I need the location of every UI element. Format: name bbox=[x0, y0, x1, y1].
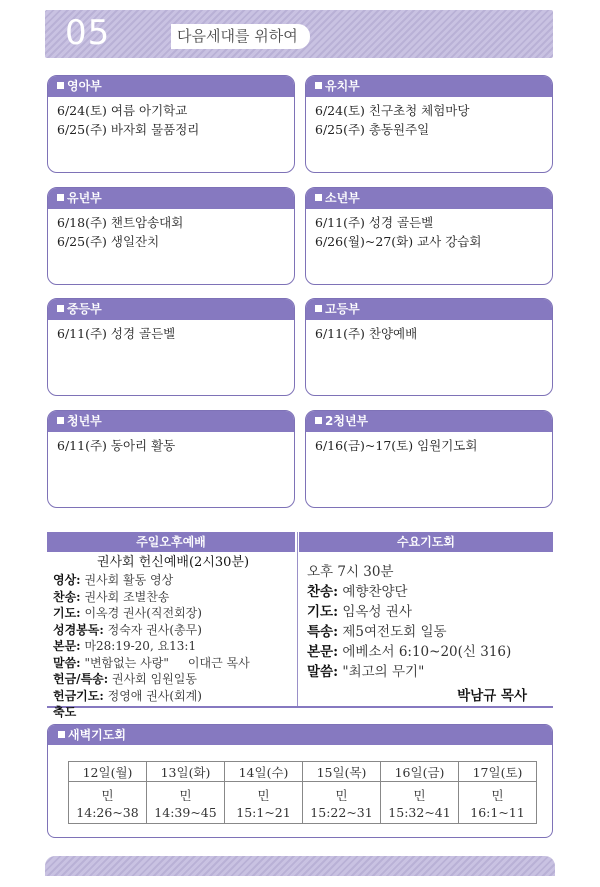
program-row bbox=[53, 622, 293, 639]
card-list bbox=[48, 432, 294, 455]
row-value: 임옥성 권사 bbox=[338, 604, 412, 620]
row-value: 마28:19-20, 요13:1 bbox=[80, 639, 197, 653]
program-row bbox=[53, 655, 293, 672]
row-label: 본문: bbox=[53, 639, 81, 653]
program-row bbox=[307, 642, 547, 662]
program-row bbox=[307, 582, 547, 602]
row-value: 이옥경 권사(직전회장) bbox=[80, 606, 202, 620]
list-item: 6/25(주) 생일잔치 bbox=[57, 234, 160, 249]
list-item: 6/24(토) 친구초청 체험마당 bbox=[315, 103, 470, 118]
list-item: 6/11(주) 성경 골든벨 bbox=[57, 326, 176, 341]
list-item: 6/11(주) 성경 골든벨 bbox=[315, 215, 434, 230]
sunday-pm-column bbox=[53, 554, 293, 721]
card-title: 2청년부 bbox=[325, 414, 369, 428]
verse-ref: 14:26~38 bbox=[76, 804, 139, 820]
card-header bbox=[306, 299, 552, 320]
card-junior bbox=[305, 187, 553, 285]
verse-ref: 15:1~21 bbox=[236, 804, 291, 820]
row-value: 제5여전도회 일동 bbox=[338, 624, 447, 640]
wednesday-time: 오후 7시 30분 bbox=[307, 564, 394, 580]
list-item: 6/25(주) 바자회 물품정리 bbox=[57, 122, 200, 137]
card-list bbox=[306, 320, 552, 343]
row-value: 에베소서 6:10~20(신 316) bbox=[338, 644, 512, 660]
card-title: 청년부 bbox=[67, 414, 102, 428]
card-header bbox=[306, 411, 552, 432]
table-cell bbox=[69, 782, 147, 824]
program-row bbox=[307, 622, 547, 642]
list-item: 6/11(주) 동아리 활동 bbox=[57, 438, 176, 453]
row-label: 말씀: bbox=[53, 655, 81, 670]
dawn-prayer-section bbox=[47, 724, 553, 838]
list-item: 6/16(금)~17(토) 임원기도회 bbox=[315, 438, 478, 453]
program-row bbox=[53, 605, 293, 622]
section-header bbox=[45, 10, 553, 58]
card-title: 유년부 bbox=[67, 191, 102, 205]
row-label: 헌금/특송: bbox=[53, 672, 109, 686]
footer-band bbox=[45, 856, 555, 876]
program-row bbox=[53, 572, 293, 589]
row-value: "변함없는 사랑" 이대근 목사 bbox=[80, 655, 250, 670]
card-header bbox=[48, 299, 294, 320]
sunday-pm-subtitle: 권사회 헌신예배(2시30분) bbox=[96, 555, 250, 570]
list-item: 6/24(토) 여름 아기학교 bbox=[57, 103, 188, 118]
sunday-pm-header: 주일오후예배 bbox=[47, 532, 295, 552]
program-row bbox=[307, 602, 547, 622]
card-header bbox=[306, 76, 552, 97]
day-header: 16일(금) bbox=[381, 762, 459, 782]
card-list bbox=[48, 320, 294, 343]
row-label: 영상: bbox=[53, 573, 81, 587]
book-name: 민 bbox=[257, 787, 270, 803]
day-header: 12일(월) bbox=[69, 762, 147, 782]
card-list bbox=[306, 209, 552, 251]
card-list bbox=[48, 97, 294, 139]
dawn-schedule-table bbox=[68, 761, 537, 824]
book-name: 민 bbox=[101, 787, 114, 803]
row-value: 권사회 조별찬송 bbox=[80, 589, 170, 604]
card-title: 유치부 bbox=[325, 79, 360, 93]
card-primary bbox=[47, 187, 295, 285]
verse-ref: 15:22~31 bbox=[310, 804, 373, 820]
table-cell bbox=[303, 782, 381, 824]
program-row bbox=[53, 704, 293, 721]
preacher-signature: 박남규 목사 bbox=[457, 688, 527, 704]
row-value: 정숙자 권사(총무) bbox=[103, 622, 202, 637]
wednesday-header: 수요기도회 bbox=[299, 532, 553, 552]
card-high-school bbox=[305, 298, 553, 396]
square-bullet-icon bbox=[58, 731, 65, 738]
verse-ref: 14:39~45 bbox=[154, 804, 217, 820]
row-value: 권사회 임원일동 bbox=[108, 672, 197, 686]
verse-ref: 16:1~11 bbox=[470, 804, 525, 820]
row-label: 성경봉독: bbox=[53, 622, 104, 637]
card-title: 소년부 bbox=[325, 191, 360, 205]
dawn-header bbox=[48, 725, 552, 745]
table-header-row bbox=[69, 762, 537, 782]
card-header bbox=[48, 76, 294, 97]
card-title: 고등부 bbox=[325, 302, 360, 316]
book-name: 민 bbox=[335, 787, 348, 803]
list-item: 6/25(주) 총동원주일 bbox=[315, 122, 430, 137]
row-label: 찬송: bbox=[307, 584, 339, 600]
square-bullet-icon bbox=[315, 194, 322, 201]
book-name: 민 bbox=[179, 787, 192, 803]
section-title: 다음세대를 위하여 bbox=[177, 27, 298, 45]
row-value: "최고의 무기" bbox=[338, 664, 425, 680]
row-value: 예향찬양단 bbox=[338, 584, 408, 600]
square-bullet-icon bbox=[57, 194, 64, 201]
program-row bbox=[53, 589, 293, 606]
card-header bbox=[48, 411, 294, 432]
program-row bbox=[307, 662, 547, 682]
square-bullet-icon bbox=[57, 82, 64, 89]
table-row bbox=[69, 782, 537, 824]
row-label: 기도: bbox=[307, 604, 339, 620]
card-young-adults-2 bbox=[305, 410, 553, 508]
program-row bbox=[53, 638, 293, 655]
table-cell bbox=[225, 782, 303, 824]
program-row bbox=[53, 671, 293, 688]
card-list bbox=[306, 432, 552, 455]
book-name: 민 bbox=[413, 787, 426, 803]
row-label: 기도: bbox=[53, 606, 81, 620]
section-number: 05 bbox=[65, 13, 111, 53]
row-label: 말씀: bbox=[307, 664, 339, 680]
row-label: 축도 bbox=[53, 705, 77, 719]
card-header bbox=[48, 188, 294, 209]
list-item: 6/26(월)~27(화) 교사 강습회 bbox=[315, 234, 482, 249]
day-header: 14일(수) bbox=[225, 762, 303, 782]
card-infant bbox=[47, 75, 295, 173]
square-bullet-icon bbox=[315, 82, 322, 89]
row-label: 찬송: bbox=[53, 589, 81, 604]
row-label: 본문: bbox=[307, 644, 339, 660]
worship-section bbox=[47, 532, 553, 719]
square-bullet-icon bbox=[57, 305, 64, 312]
verse-ref: 15:32~41 bbox=[388, 804, 451, 820]
card-title: 중등부 bbox=[67, 302, 102, 316]
square-bullet-icon bbox=[315, 305, 322, 312]
dawn-title: 새벽기도회 bbox=[68, 728, 126, 742]
square-bullet-icon bbox=[57, 417, 64, 424]
card-kindergarten bbox=[305, 75, 553, 173]
card-header bbox=[306, 188, 552, 209]
card-young-adults bbox=[47, 410, 295, 508]
book-name: 민 bbox=[491, 787, 504, 803]
row-label: 헌금기도: bbox=[53, 688, 104, 703]
card-title: 영아부 bbox=[67, 79, 102, 93]
day-header: 15일(목) bbox=[303, 762, 381, 782]
card-list bbox=[48, 209, 294, 251]
wednesday-column bbox=[307, 562, 547, 704]
section-title-box bbox=[171, 24, 310, 49]
program-row bbox=[53, 688, 293, 705]
card-list bbox=[306, 97, 552, 139]
card-middle-school bbox=[47, 298, 295, 396]
row-label: 특송: bbox=[307, 624, 339, 640]
table-cell bbox=[147, 782, 225, 824]
row-value: 정영애 권사(회계) bbox=[103, 688, 202, 703]
list-item: 6/18(주) 챈트암송대회 bbox=[57, 215, 184, 230]
day-header: 13일(화) bbox=[147, 762, 225, 782]
row-value: 권사회 활동 영상 bbox=[80, 573, 174, 587]
day-header: 17일(토) bbox=[459, 762, 537, 782]
square-bullet-icon bbox=[315, 417, 322, 424]
table-cell bbox=[381, 782, 459, 824]
table-cell bbox=[459, 782, 537, 824]
column-divider bbox=[297, 532, 298, 708]
list-item: 6/11(주) 찬양예배 bbox=[315, 326, 418, 341]
